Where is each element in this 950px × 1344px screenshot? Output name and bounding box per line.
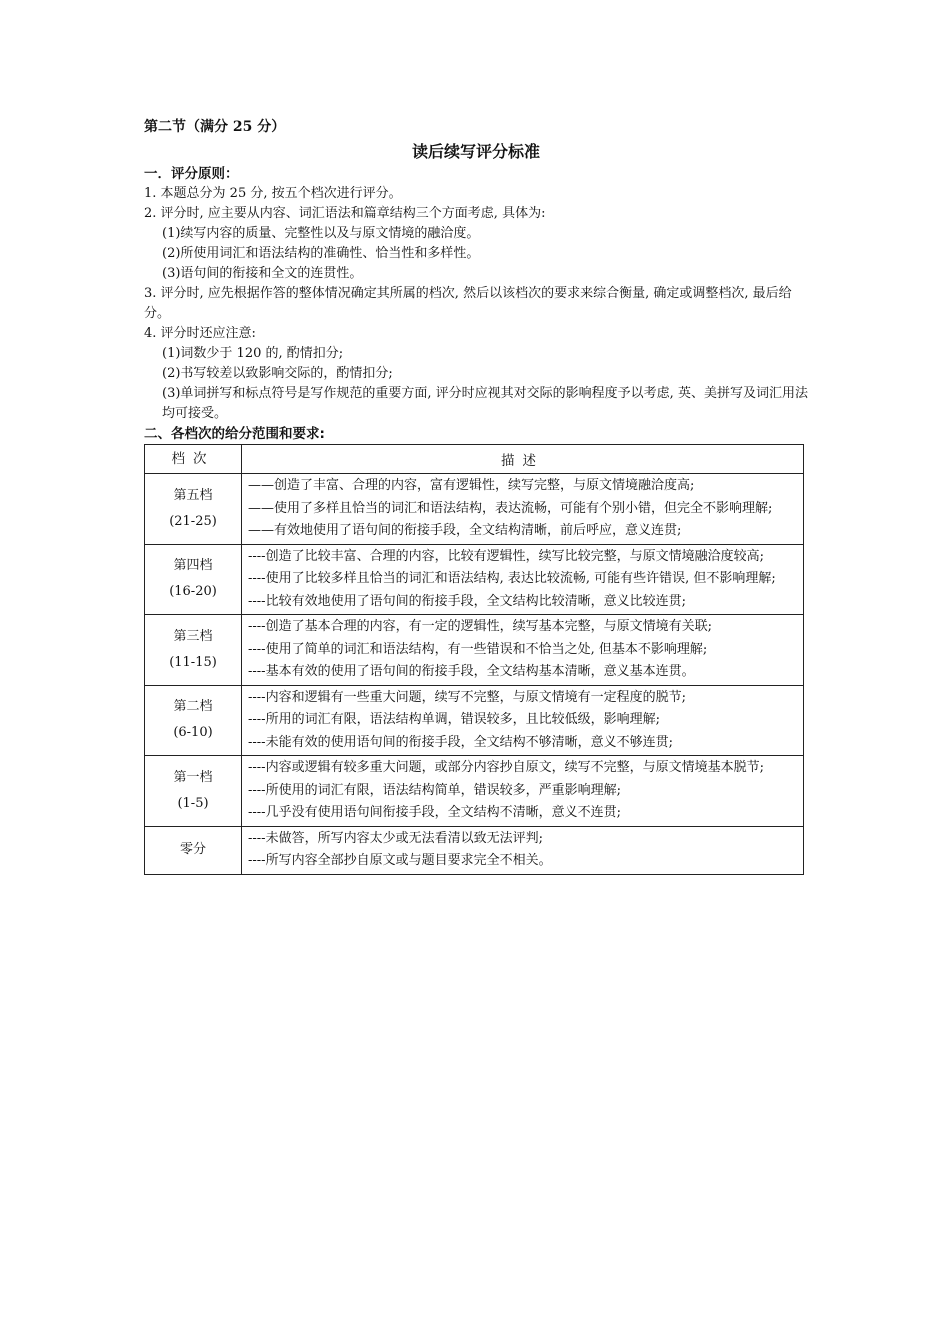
description-line: ----基本有效的使用了语句间的衔接手段，全文结构基本清晰，意义基本连贯。 — [248, 664, 695, 679]
description-line: ----创造了比较丰富、合理的内容，比较有逻辑性，续写比较完整，与原文情境融洽度较高; — [248, 548, 764, 564]
principle-item: 3. 评分时, 应先根据作答的整体情况确定其所属的档次, 然后以该档次的要求来综合衡量, 确定或调整档次, 最后给分。 — [144, 286, 792, 321]
table-row — [145, 544, 804, 615]
description-line: ----使用了比较多样且恰当的词汇和语法结构, 表达比较流畅, 可能有些许错误, 但不影响理解; — [248, 571, 776, 586]
principle-subitem: (2)所使用词汇和语法结构的准确性、恰当性和多样性。 — [162, 246, 480, 261]
description-line: ----未能有效的使用语句间的衔接手段，全文结构不够清晰，意义不够连贯; — [248, 734, 673, 750]
principle-subitem: (3)单词拼写和标点符号是写作规范的重要方面, 评分时应视其对交际的影响程度予以考虑, 英、美拼写及词汇用法均可接受。 — [162, 386, 808, 421]
description-line: ----未做答，所写内容太少或无法看清以致无法评判; — [248, 830, 543, 846]
description-cell — [242, 544, 804, 615]
description-line: ----创造了基本合理的内容，有一定的逻辑性，续写基本完整，与原文情境有关联; — [248, 619, 712, 634]
level-range: (21-25) — [169, 513, 217, 529]
level-cell — [145, 685, 242, 756]
level-name: 零分 — [179, 842, 206, 857]
description-cell — [242, 615, 804, 686]
level-range: (1-5) — [177, 795, 209, 811]
table-row — [145, 826, 804, 874]
description-line: ----比较有效地使用了语句间的衔接手段，全文结构比较清晰，意义比较连贯; — [248, 593, 686, 609]
description-line: ----所用的词汇有限，语法结构单调，错误较多，且比较低级，影响理解; — [248, 712, 660, 727]
section-title: 第二节（满分 25 分） — [144, 119, 286, 135]
description-cell — [242, 685, 804, 756]
description-line: ——有效地使用了语句间的衔接手段，全文结构清晰，前后呼应，意义连贯; — [248, 523, 682, 538]
column-header-description: 描述 — [242, 445, 804, 474]
principle-subitem: (1)词数少于 120 的, 酌情扣分; — [162, 346, 344, 361]
table-row — [145, 685, 804, 756]
table-row — [145, 474, 804, 545]
level-range: (6-10) — [173, 725, 213, 741]
table-header-row — [145, 445, 804, 474]
table-row — [145, 756, 804, 827]
level-name: 第五档 — [173, 487, 213, 503]
level-cell — [145, 544, 242, 615]
principle-item: 4. 评分时还应注意: — [144, 326, 256, 341]
level-range: (11-15) — [169, 654, 217, 670]
description-line: ——使用了多样且恰当的词汇和语法结构，表达流畅，可能有个别小错，但完全不影响理解; — [248, 500, 773, 516]
description-line: ----使用了简单的词汇和语法结构，有一些错误和不恰当之处, 但基本不影响理解; — [248, 641, 708, 657]
description-line: ----内容和逻辑有一些重大问题，续写不完整，与原文情境有一定程度的脱节; — [248, 689, 686, 705]
level-name: 第四档 — [173, 558, 213, 574]
principle-subitem: (3)语句间的衔接和全文的连贯性。 — [162, 266, 363, 281]
principle-item: 1. 本题总分为 25 分, 按五个档次进行评分。 — [144, 186, 402, 201]
document-page — [144, 112, 808, 875]
rubric-table — [144, 444, 804, 875]
level-cell — [145, 756, 242, 827]
level-cell — [145, 826, 242, 874]
description-line: ----几乎没有使用语句间衔接手段，全文结构不清晰，意义不连贯; — [248, 805, 621, 820]
description-cell — [242, 756, 804, 827]
levels-heading: 二、各档次的给分范围和要求: — [144, 426, 325, 442]
level-range: (16-20) — [169, 584, 217, 600]
principle-subitem: (1)续写内容的质量、完整性以及与原文情境的融洽度。 — [162, 226, 480, 241]
level-name: 第三档 — [173, 628, 213, 644]
description-line: ----所写内容全部抄自原文或与题目要求完全不相关。 — [248, 853, 552, 868]
description-line: ----内容或逻辑有较多重大问题，或部分内容抄自原文，续写不完整，与原文情境基本脱节; — [248, 760, 764, 775]
description-cell — [242, 474, 804, 545]
level-name: 第一档 — [173, 769, 213, 785]
level-cell — [145, 474, 242, 545]
description-line: ----所使用的词汇有限，语法结构简单，错误较多，严重影响理解; — [248, 782, 621, 798]
principle-subitem: (2)书写较差以致影响交际的，酌情扣分; — [162, 366, 393, 381]
description-line: ——创造了丰富、合理的内容，富有逻辑性，续写完整，与原文情境融洽度高; — [248, 478, 695, 493]
column-header-level: 档次 — [145, 445, 242, 474]
document-title: 读后续写评分标准 — [411, 142, 540, 161]
principle-item: 2. 评分时, 应主要从内容、词汇语法和篇章结构三个方面考虑, 具体为: — [144, 206, 546, 221]
level-cell — [145, 615, 242, 686]
table-row — [145, 615, 804, 686]
principles-heading: 一．评分原则： — [144, 166, 239, 182]
level-name: 第二档 — [173, 699, 213, 715]
description-cell — [242, 826, 804, 874]
